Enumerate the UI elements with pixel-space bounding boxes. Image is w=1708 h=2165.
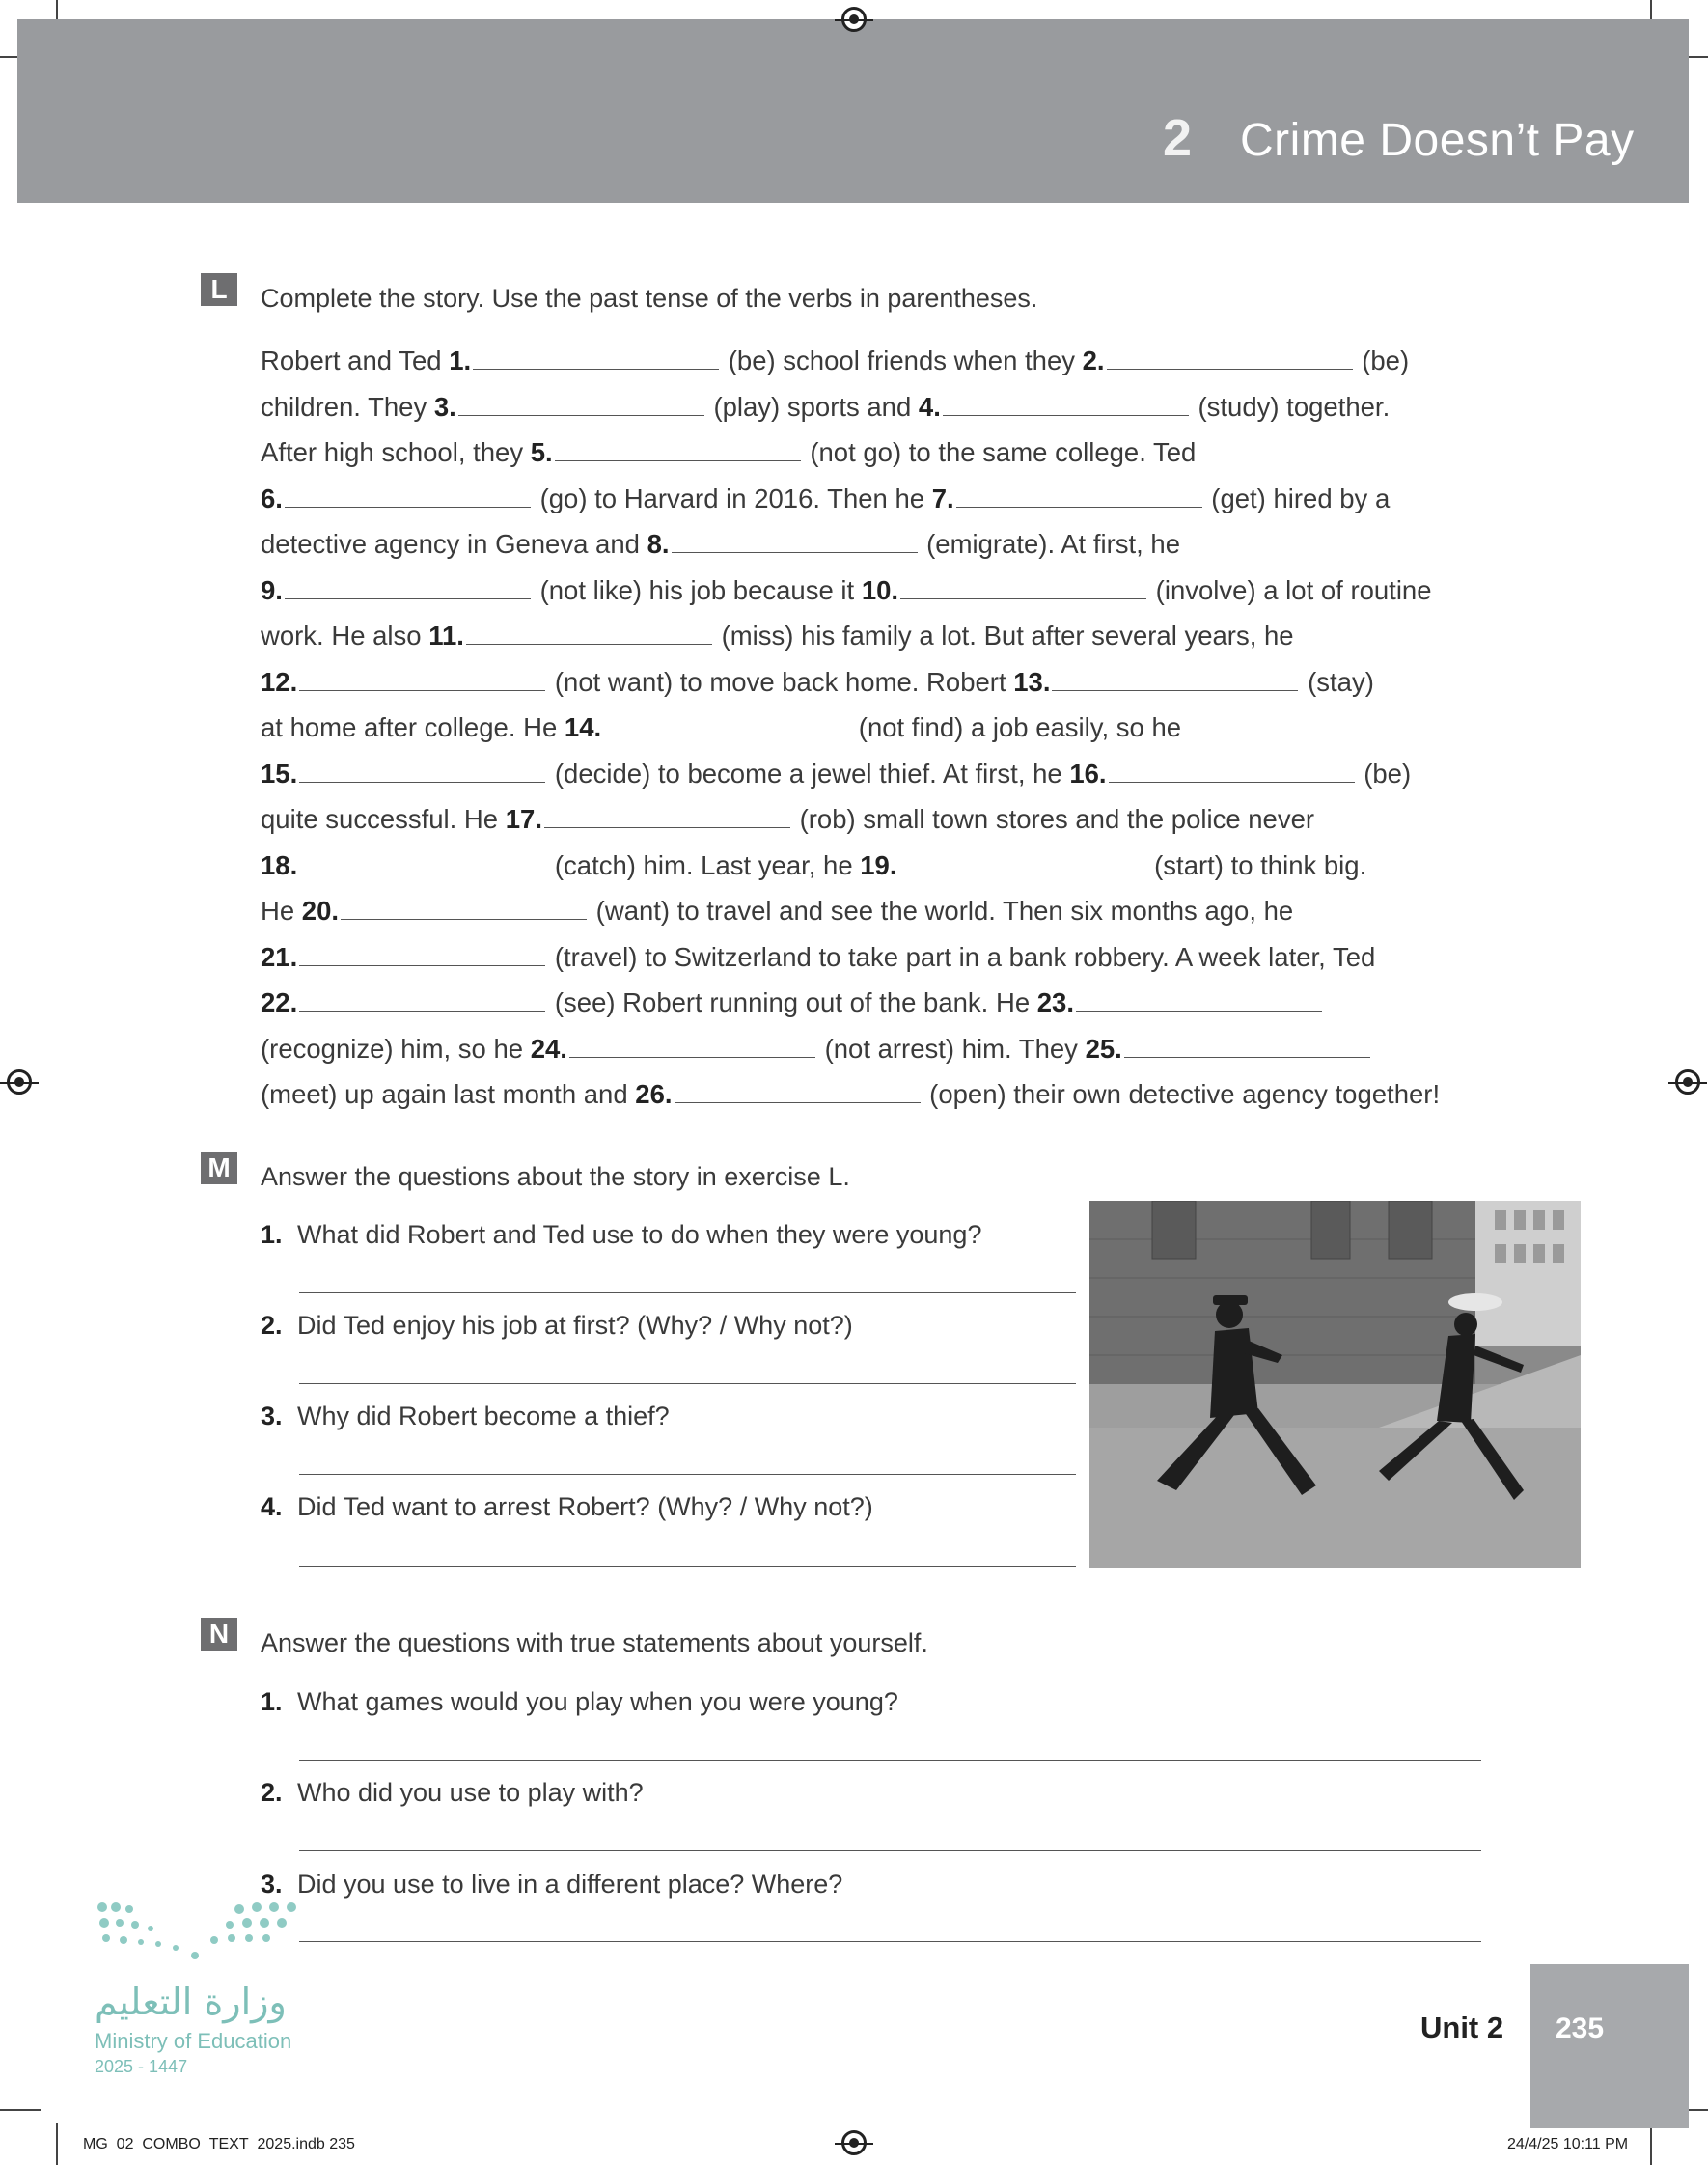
story-fragment: Robert and Ted <box>261 346 450 375</box>
blank-number: 23. <box>1036 987 1074 1017</box>
blank-number: 4. <box>918 391 941 422</box>
blank-number: 20. <box>301 896 340 926</box>
question-text: What games would you play when you were young? <box>297 1687 898 1716</box>
answer-blank[interactable] <box>1052 667 1298 691</box>
blank-number: 5. <box>530 437 553 467</box>
print-timestamp: 24/4/25 10:11 PM <box>1507 2136 1629 2152</box>
story-fragment: (be) <box>1356 758 1412 789</box>
blank-number: 12. <box>261 666 298 697</box>
blank-number: 19. <box>860 849 897 880</box>
answer-blank[interactable] <box>900 575 1146 599</box>
answer-blank[interactable] <box>299 667 545 691</box>
ministry-logo-dots-icon <box>95 1900 302 1967</box>
crop-mark <box>1650 2123 1652 2165</box>
registration-mark-icon <box>841 2130 867 2155</box>
question-number: 1. <box>261 1687 283 1716</box>
blank-number: 14. <box>564 712 602 742</box>
exercise-l-instruction: Complete the story. Use the past tense of the verbs in parentheses. <box>261 284 1038 313</box>
answer-line[interactable] <box>299 1566 1076 1567</box>
blank-number: 22. <box>261 987 298 1017</box>
answer-blank[interactable] <box>299 759 545 783</box>
story-line <box>261 384 1515 430</box>
blank-number: 24. <box>530 1033 567 1064</box>
blank-number: 11. <box>428 621 464 651</box>
story-fragment: (stay) <box>1300 666 1374 697</box>
story-line <box>261 888 1515 934</box>
story-line <box>261 705 1515 751</box>
story-fragment: (involve) a lot of routine <box>1148 574 1432 605</box>
exercise-m-badge: M <box>201 1152 237 1184</box>
blank-number: 2. <box>1082 346 1105 375</box>
answer-blank[interactable] <box>1124 1034 1370 1058</box>
story-fragment: After high school, they <box>261 437 531 467</box>
crop-mark <box>0 2109 41 2111</box>
police-chase-illustration <box>1089 1201 1581 1568</box>
registration-mark-icon <box>841 7 867 32</box>
story-fragment: (rob) small town stores and the police never <box>791 804 1315 834</box>
blank-number: 6. <box>261 483 283 513</box>
question-item <box>261 1402 670 1431</box>
answer-blank[interactable] <box>555 437 801 461</box>
story-line <box>261 521 1515 568</box>
question-item <box>261 1492 873 1522</box>
blank-number: 8. <box>647 529 670 559</box>
story-fragment: (recognize) him, so he <box>261 1033 531 1064</box>
story-fragment: (not want) to move back home. Robert <box>547 666 1014 697</box>
question-text: Did Ted want to arrest Robert? (Why? / Why not?) <box>297 1492 873 1521</box>
question-number: 4. <box>261 1492 283 1521</box>
blank-number: 3. <box>433 391 456 422</box>
story-text <box>261 338 1515 1118</box>
story-fragment: (be) <box>1354 346 1410 375</box>
story-fragment: (see) Robert running out of the bank. He <box>547 987 1037 1017</box>
story-line <box>261 613 1515 659</box>
answer-blank[interactable] <box>299 942 545 966</box>
page-number-box <box>1530 1964 1689 2128</box>
registration-mark-icon <box>1675 1069 1700 1095</box>
answer-blank[interactable] <box>458 392 704 416</box>
answer-blank[interactable] <box>943 392 1189 416</box>
story-fragment: (study) together. <box>1190 391 1391 422</box>
blank-number: 10. <box>861 574 899 605</box>
story-line <box>261 659 1515 706</box>
answer-line[interactable] <box>299 1474 1076 1475</box>
question-number: 3. <box>261 1870 283 1899</box>
story-line <box>261 1026 1515 1072</box>
crop-mark <box>56 2123 58 2165</box>
answer-blank[interactable] <box>544 804 790 828</box>
story-line <box>261 476 1515 522</box>
answer-line[interactable] <box>299 1850 1481 1851</box>
answer-line[interactable] <box>299 1941 1481 1942</box>
story-fragment: (decide) to become a jewel thief. At first, he <box>547 758 1070 789</box>
question-text: Who did you use to play with? <box>297 1778 644 1807</box>
ministry-english-name: Ministry of Education <box>95 2029 292 2053</box>
answer-blank[interactable] <box>299 850 545 874</box>
answer-line[interactable] <box>299 1760 1481 1761</box>
blank-number: 7. <box>931 483 954 513</box>
story-fragment: (start) to think big. <box>1146 849 1367 880</box>
question-text: Did you use to live in a different place? Where? <box>297 1870 843 1899</box>
answer-blank[interactable] <box>672 529 918 553</box>
story-line <box>261 751 1515 797</box>
question-number: 3. <box>261 1402 283 1430</box>
question-item <box>261 1870 842 1900</box>
blank-number: 26. <box>635 1079 673 1109</box>
story-fragment: (not go) to the same college. Ted <box>802 437 1197 467</box>
story-fragment: detective agency in Geneva and <box>261 529 647 559</box>
answer-blank[interactable] <box>466 621 712 645</box>
story-fragment: (travel) to Switzerland to take part in a bank robbery. A week later, Ted <box>547 941 1376 972</box>
story-line <box>261 934 1515 981</box>
question-text: Why did Robert become a thief? <box>297 1402 670 1430</box>
story-fragment: (meet) up again last month and <box>261 1079 636 1109</box>
story-fragment: (not like) his job because it <box>532 574 862 605</box>
blank-number: 9. <box>261 574 283 605</box>
answer-blank[interactable] <box>603 712 849 736</box>
question-item <box>261 1311 853 1341</box>
story-fragment: (not arrest) him. They <box>816 1033 1086 1064</box>
story-fragment: (play) sports and <box>705 391 919 422</box>
story-fragment: children. They <box>261 391 434 422</box>
story-line <box>261 1071 1515 1118</box>
answer-blank[interactable] <box>341 896 587 920</box>
story-fragment: (be) school friends when they <box>721 346 1083 375</box>
story-line <box>261 843 1515 889</box>
exercise-l-badge: L <box>201 273 237 306</box>
exercise-n-badge: N <box>201 1618 237 1651</box>
story-fragment: (emigrate). At first, he <box>919 529 1181 559</box>
story-line <box>261 338 1515 384</box>
blank-number: 21. <box>261 941 298 972</box>
story-fragment: quite successful. He <box>261 804 506 834</box>
story-fragment: (get) hired by a <box>1203 483 1391 513</box>
answer-blank[interactable] <box>956 484 1202 508</box>
question-number: 1. <box>261 1220 283 1249</box>
blank-number: 1. <box>449 346 472 375</box>
blank-number: 18. <box>261 849 298 880</box>
answer-blank[interactable] <box>675 1079 921 1103</box>
blank-number: 25. <box>1085 1033 1122 1064</box>
exercise-m-instruction: Answer the questions about the story in exercise L. <box>261 1162 850 1191</box>
answer-blank[interactable] <box>285 575 531 599</box>
answer-blank[interactable] <box>899 850 1145 874</box>
story-line <box>261 430 1515 476</box>
answer-line[interactable] <box>299 1292 1076 1293</box>
page-number: 235 <box>1556 2012 1605 2044</box>
story-fragment: (open) their own detective agency together! <box>922 1079 1441 1109</box>
unit-title: Crime Doesn’t Pay <box>1240 115 1635 166</box>
ministry-year: 2025 - 1447 <box>95 2057 188 2076</box>
story-fragment: (want) to travel and see the world. Then six months ago, he <box>589 896 1294 926</box>
answer-line[interactable] <box>299 1383 1076 1384</box>
answer-blank[interactable] <box>299 987 545 1012</box>
unit-label: Unit 2 <box>1420 2011 1504 2044</box>
story-fragment: (miss) his family a lot. But after several years, he <box>713 621 1294 651</box>
blank-number: 13. <box>1013 666 1051 697</box>
exercise-n-instruction: Answer the questions with true statements about yourself. <box>261 1628 928 1657</box>
question-item <box>261 1220 981 1250</box>
blank-number: 17. <box>505 804 542 834</box>
answer-blank[interactable] <box>1109 759 1355 783</box>
story-fragment: (not find) a job easily, so he <box>851 712 1182 742</box>
story-fragment: (catch) him. Last year, he <box>547 849 861 880</box>
file-slug: MG_02_COMBO_TEXT_2025.indb 235 <box>83 2136 355 2152</box>
ministry-arabic-name: وزارة التعليم <box>95 1981 287 2023</box>
answer-blank[interactable] <box>285 484 531 508</box>
answer-blank[interactable] <box>569 1034 815 1058</box>
unit-number: 2 <box>1163 109 1193 167</box>
header-band <box>17 19 1689 203</box>
story-fragment: at home after college. He <box>261 712 565 742</box>
story-fragment: (go) to Harvard in 2016. Then he <box>532 483 932 513</box>
answer-blank[interactable] <box>1076 987 1322 1012</box>
story-line <box>261 796 1515 843</box>
registration-mark-icon <box>7 1069 32 1095</box>
answer-blank[interactable] <box>1107 346 1353 370</box>
story-line <box>261 568 1515 614</box>
question-text: What did Robert and Ted use to do when they were young? <box>297 1220 982 1249</box>
story-fragment: He <box>261 896 302 926</box>
question-number: 2. <box>261 1311 283 1340</box>
story-line <box>261 980 1515 1026</box>
blank-number: 15. <box>261 758 298 789</box>
question-number: 2. <box>261 1778 283 1807</box>
question-item <box>261 1778 644 1808</box>
story-fragment: work. He also <box>261 621 429 651</box>
question-text: Did Ted enjoy his job at first? (Why? / Why not?) <box>297 1311 853 1340</box>
answer-blank[interactable] <box>473 346 719 370</box>
blank-number: 16. <box>1069 758 1107 789</box>
question-item <box>261 1687 898 1717</box>
